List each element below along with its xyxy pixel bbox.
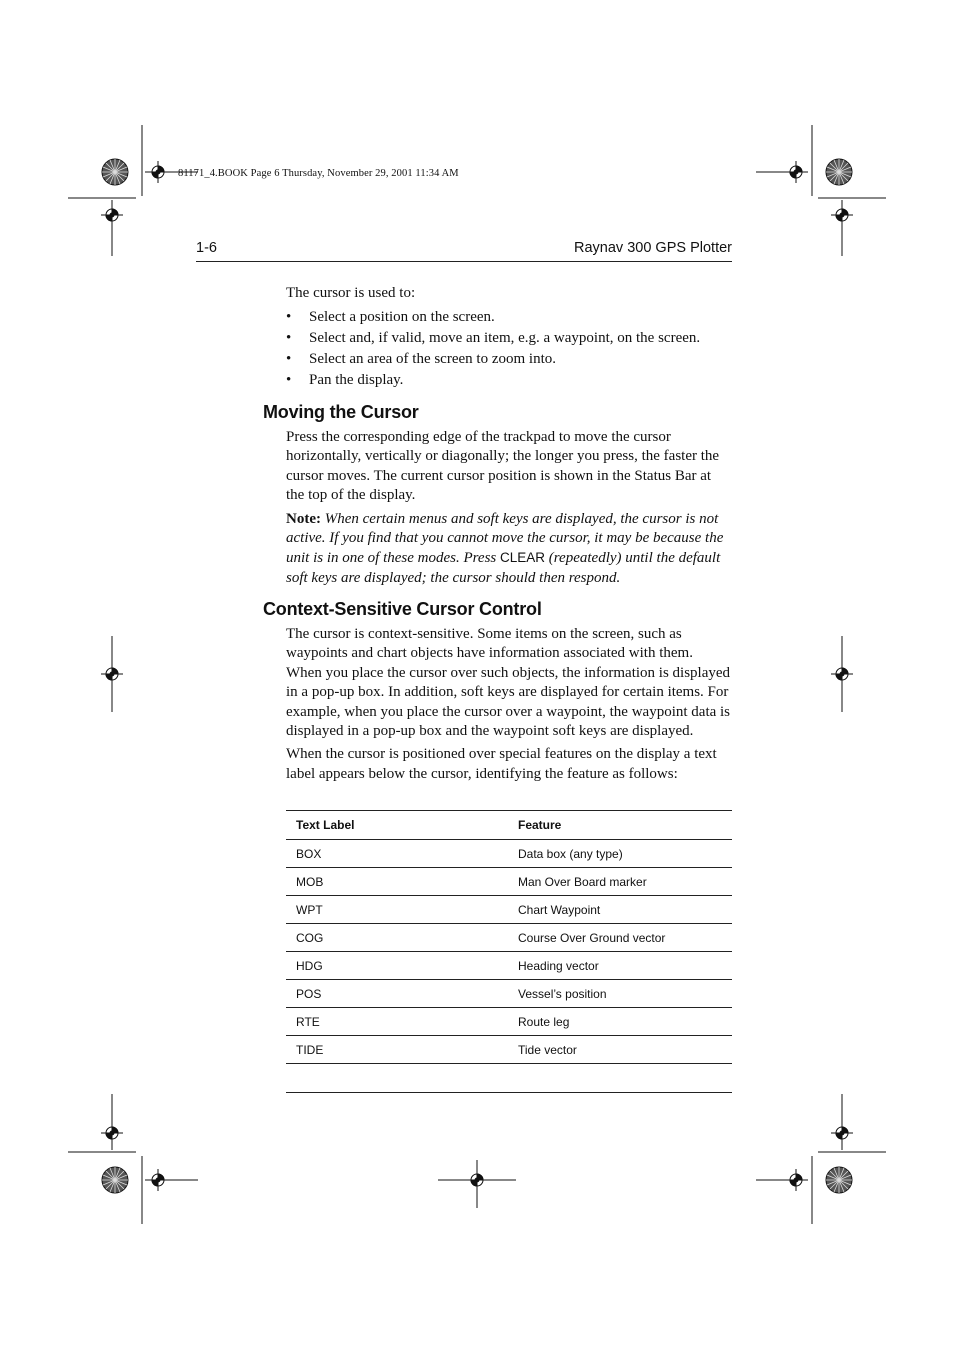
context-section	[286, 625, 732, 784]
column-header-feature: Feature	[508, 811, 732, 840]
list-item: • Select and, if valid, move an item, e.g. a waypoint, on the screen.	[286, 328, 700, 349]
note	[286, 510, 732, 589]
table-row	[286, 868, 732, 896]
cell-feature: Vessel’s position	[508, 980, 732, 1008]
intro-paragraph: The cursor is used to:	[286, 285, 416, 301]
list-item: • Pan the display.	[286, 370, 700, 391]
moving-section	[286, 428, 732, 588]
cell-feature: Course Over Ground vector	[508, 924, 732, 952]
clear-key: CLEAR	[500, 550, 546, 566]
table-row	[286, 896, 732, 924]
cell-text-label: TIDE	[286, 1036, 508, 1064]
print-info: 81171_4.BOOK Page 6 Thursday, November 29, 2001 11:34 AM	[178, 168, 459, 179]
feature-table	[286, 810, 732, 1064]
cell-feature: Man Over Board marker	[508, 868, 732, 896]
cell-feature: Heading vector	[508, 952, 732, 980]
note-label: Note:	[286, 510, 321, 527]
table-row	[286, 980, 732, 1008]
cell-text-label: MOB	[286, 868, 508, 896]
cell-feature: Tide vector	[508, 1036, 732, 1064]
cell-text-label: RTE	[286, 1008, 508, 1036]
cell-feature: Data box (any type)	[508, 840, 732, 868]
moving-paragraph: Press the corresponding edge of the trackpad to move the cursor horizontally, vertically or diagonally; the longer you press, the faster the cursor moves. The current cursor position is shown in the Status Bar at the top of the display.	[286, 429, 720, 504]
table-header-row	[286, 811, 732, 840]
intro-text	[286, 284, 732, 303]
note-text-2: (repeatedly) until the default soft keys are displayed; the cursor should then respond.	[286, 550, 721, 586]
cell-feature: Chart Waypoint	[508, 896, 732, 924]
table-row	[286, 1008, 732, 1036]
cell-text-label: BOX	[286, 840, 508, 868]
table-row	[286, 1036, 732, 1064]
table-row	[286, 924, 732, 952]
cell-text-label: WPT	[286, 896, 508, 924]
cell-text-label: COG	[286, 924, 508, 952]
table-end-rule	[286, 1092, 732, 1093]
running-title: Raynav 300 GPS Plotter	[574, 240, 732, 256]
cell-text-label: POS	[286, 980, 508, 1008]
column-header-text-label: Text Label	[286, 811, 508, 840]
note-text-1: When certain menus and soft keys are displayed, the cursor is not active. If you find that you cannot move the cursor, it may be because the unit is in one of these modes. Press	[286, 510, 724, 567]
section-heading-moving: Moving the Cursor	[263, 402, 419, 422]
context-paragraph-1: The cursor is context-sensitive. Some items on the screen, such as waypoints and chart objects have information associated with them. When you place the cursor over such objects, the information is displayed in a pop-up box. In addition, soft keys are displayed for certain items. For example, when you place the cursor over a waypoint, the waypoint data is displayed in a pop-up box and the waypoint soft keys are displayed.	[286, 626, 731, 740]
table-row	[286, 952, 732, 980]
cell-text-label: HDG	[286, 952, 508, 980]
header-rule	[196, 261, 732, 262]
list-item: • Select a position on the screen.	[286, 307, 700, 328]
intro-bullet-list	[286, 307, 700, 391]
table-row	[286, 840, 732, 868]
context-paragraph-2: When the cursor is positioned over special features on the display a text label appears below the cursor, identifying the feature as follows:	[286, 746, 717, 782]
cell-feature: Route leg	[508, 1008, 732, 1036]
page-number: 1-6	[196, 240, 217, 256]
list-item: • Select an area of the screen to zoom into.	[286, 349, 700, 370]
section-heading-context: Context-Sensitive Cursor Control	[263, 599, 542, 619]
